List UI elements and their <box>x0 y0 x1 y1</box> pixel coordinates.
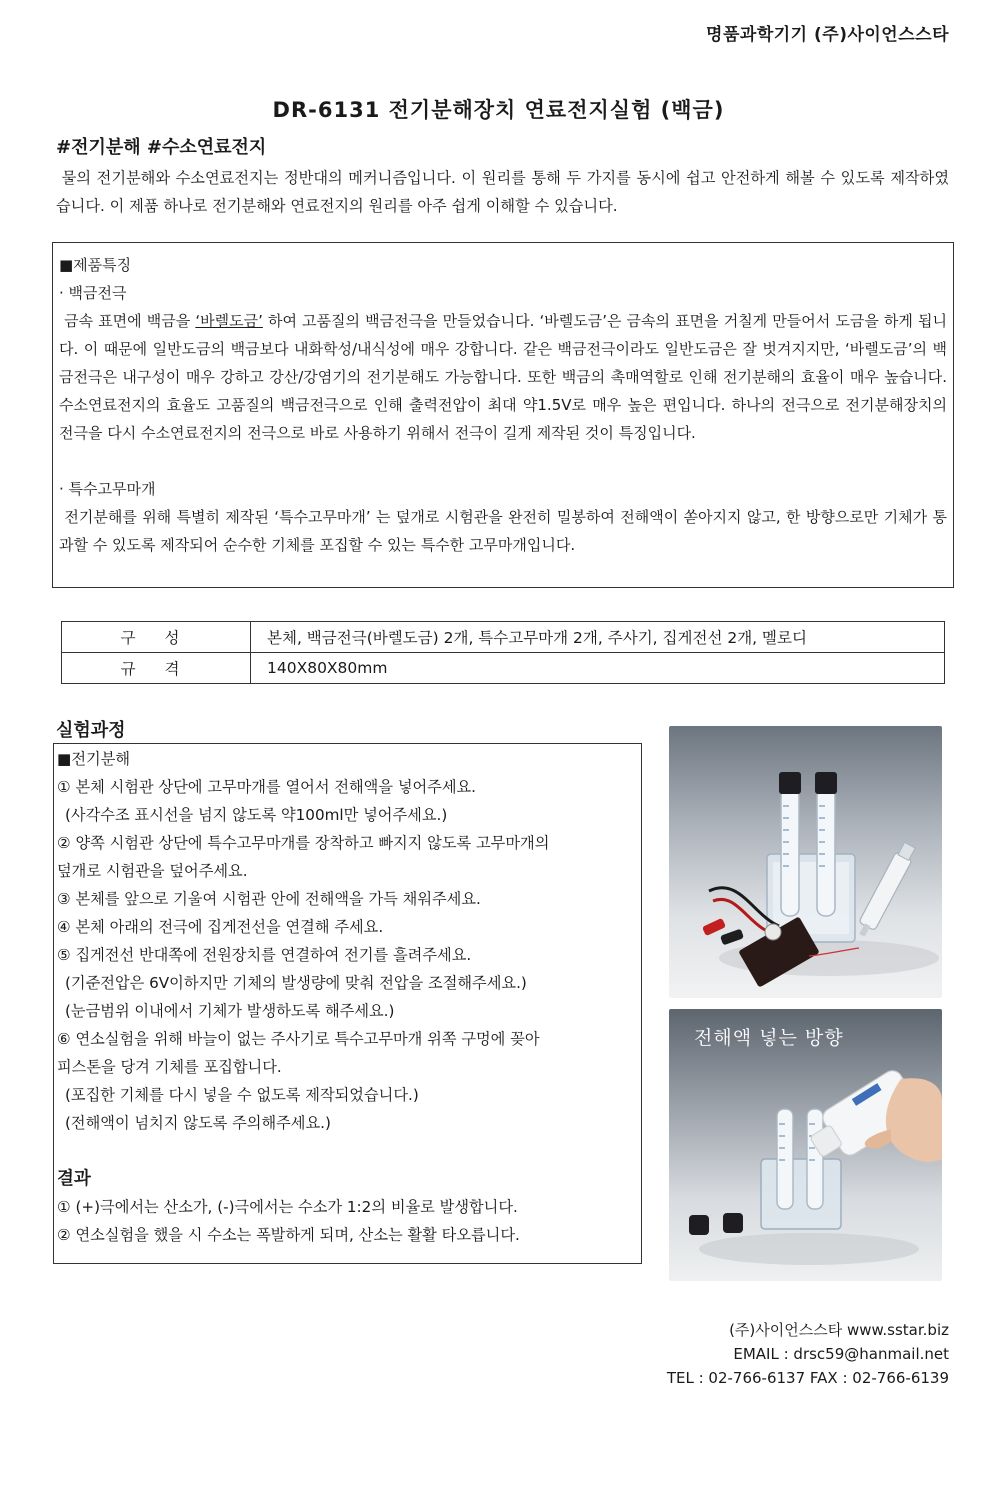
table-row <box>62 622 945 653</box>
pouring-caption: 전해액 넣는 방향 <box>694 1027 844 1049</box>
brand-header: 명품과학기기 (주)사이언스스타 <box>706 25 949 45</box>
footer-email: EMAIL : drsc59@hanmail.net <box>733 1345 949 1363</box>
features-heading: ■제품특징 <box>59 256 132 274</box>
procedure-step: ① 본체 시험관 상단에 고무마개를 열어서 전해액을 넣어주세요. <box>57 778 477 796</box>
procedure-note: (포집한 기체를 다시 넣을 수 없도록 제작되었습니다.) <box>65 1086 419 1104</box>
intro-text: 물의 전기분해와 수소연료전지는 정반대의 메커니즘입니다. 이 원리를 통해 두 가지를 동시에 쉽고 안전하게 해볼 수 있도록 제작하였습니다. 이 제품 하나로 전기분해와 연료전지의 원리를 아주 쉽게 이해할 수 있습니다. <box>56 169 950 215</box>
barrel-plating-term: ‘바렐도금’ <box>195 312 263 330</box>
product-photo-pouring <box>669 1009 942 1281</box>
electrode-text-post: 하여 고품질의 백금전극을 만들었습니다. ‘바렐도금’은 금속의 표면을 거칠게 만들어서 도금을 하게 됩니다. 이 때문에 일반도금의 백금보다 내화학성/내식성에 매우 강합니다. 같은 백금전극이라도 일반도금은 잘 벗겨지지만, ‘바렐도금’의 백금전극은 내구성이 매우 강하고 강산/강염기의 전기분해도 가능합니다. 또한 백금의 촉매역할로 인해 전기분해의 효율이 매우 높습니다. 수소연료전지의 효율도 고품질의 백금전극으로 인해 출력전압이 최대 약1.5V로 매우 높은 편입니다. 하나의 전극으로 전기분해장치의 전극을 다시 수소연료전지의 전극으로 바로 사용하기 위해서 전극이 길게 제작된 것이 특징입니다. <box>59 312 947 442</box>
electrode-text-pre: 금속 표면에 백금을 <box>64 312 196 330</box>
procedure-subheading: ■전기분해 <box>57 750 131 768</box>
result-title: 결과 <box>57 1169 91 1189</box>
table-row <box>62 653 945 684</box>
procedure-title: 실험과정 <box>56 720 126 741</box>
spec-table <box>61 621 945 684</box>
footer-company-url: (주)사이언스스타 www.sstar.biz <box>729 1321 949 1339</box>
electrode-title: · 백금전극 <box>59 284 127 302</box>
procedure-step-cont: 피스톤을 당겨 기체를 포집합니다. <box>57 1058 282 1076</box>
hashtags: #전기분해 #수소연료전지 <box>56 137 267 158</box>
procedure-step: ③ 본체를 앞으로 기울여 시험관 안에 전해액을 가득 채워주세요. <box>57 890 481 908</box>
procedure-step: ⑥ 연소실험을 위해 바늘이 없는 주사기로 특수고무마개 위쪽 구멍에 꽂아 <box>57 1030 540 1048</box>
stopper-text <box>59 503 947 559</box>
intro-paragraph <box>56 164 949 220</box>
procedure-note: (눈금범위 이내에서 기체가 발생하도록 해주세요.) <box>65 1002 395 1020</box>
procedure-note: (기준전압은 6V이하지만 기체의 발생량에 맞춰 전압을 조절해주세요.) <box>65 974 527 992</box>
procedure-step: ⑤ 집게전선 반대쪽에 전원장치를 연결하여 전기를 흘려주세요. <box>57 946 472 964</box>
footer-phone-fax: TEL : 02-766-6137 FAX : 02-766-6139 <box>666 1369 949 1387</box>
document-title: DR-6131 전기분해장치 연료전지실험 (백금) <box>272 98 725 122</box>
stopper-title: · 특수고무마개 <box>59 480 156 498</box>
procedure-note: (전해액이 넘치지 않도록 주의해주세요.) <box>65 1114 331 1132</box>
result-item: ① (+)극에서는 산소가, (-)극에서는 수소가 1:2의 비율로 발생합니다. <box>57 1198 518 1216</box>
procedure-step-cont: 덮개로 시험관을 덮어주세요. <box>57 862 248 880</box>
apparatus-illustration <box>669 726 942 998</box>
spec-value-composition: 본체, 백금전극(바렐도금) 2개, 특수고무마개 2개, 주사기, 집게전선 2개, 멜로디 <box>251 622 945 653</box>
procedure-box <box>53 743 642 1264</box>
product-photo-apparatus <box>669 726 942 998</box>
footer-contact <box>667 1318 949 1390</box>
stopper-text-body: 전기분해를 위해 특별히 제작된 ‘특수고무마개’ 는 덮개로 시험관을 완전히 밀봉하여 전해액이 쏟아지지 않고, 한 방향으로만 기체가 통과할 수 있도록 제작되어 순수한 기체를 포집할 수 있는 특수한 고무마개입니다. <box>59 508 947 554</box>
procedure-step: ② 양쪽 시험관 상단에 특수고무마개를 장착하고 빠지지 않도록 고무마개의 <box>57 834 550 852</box>
spec-key-composition: 구 성 <box>62 622 251 653</box>
result-item: ② 연소실험을 했을 시 수소는 폭발하게 되며, 산소는 활활 타오릅니다. <box>57 1226 520 1244</box>
features-box <box>52 242 954 588</box>
spec-key-size: 규 격 <box>62 653 251 684</box>
procedure-note: (사각수조 표시선을 넘지 않도록 약100ml만 넣어주세요.) <box>65 806 448 824</box>
electrode-text <box>59 307 947 447</box>
spec-value-size: 140X80X80mm <box>251 653 945 684</box>
procedure-step: ④ 본체 아래의 전극에 집게전선을 연결해 주세요. <box>57 918 384 936</box>
